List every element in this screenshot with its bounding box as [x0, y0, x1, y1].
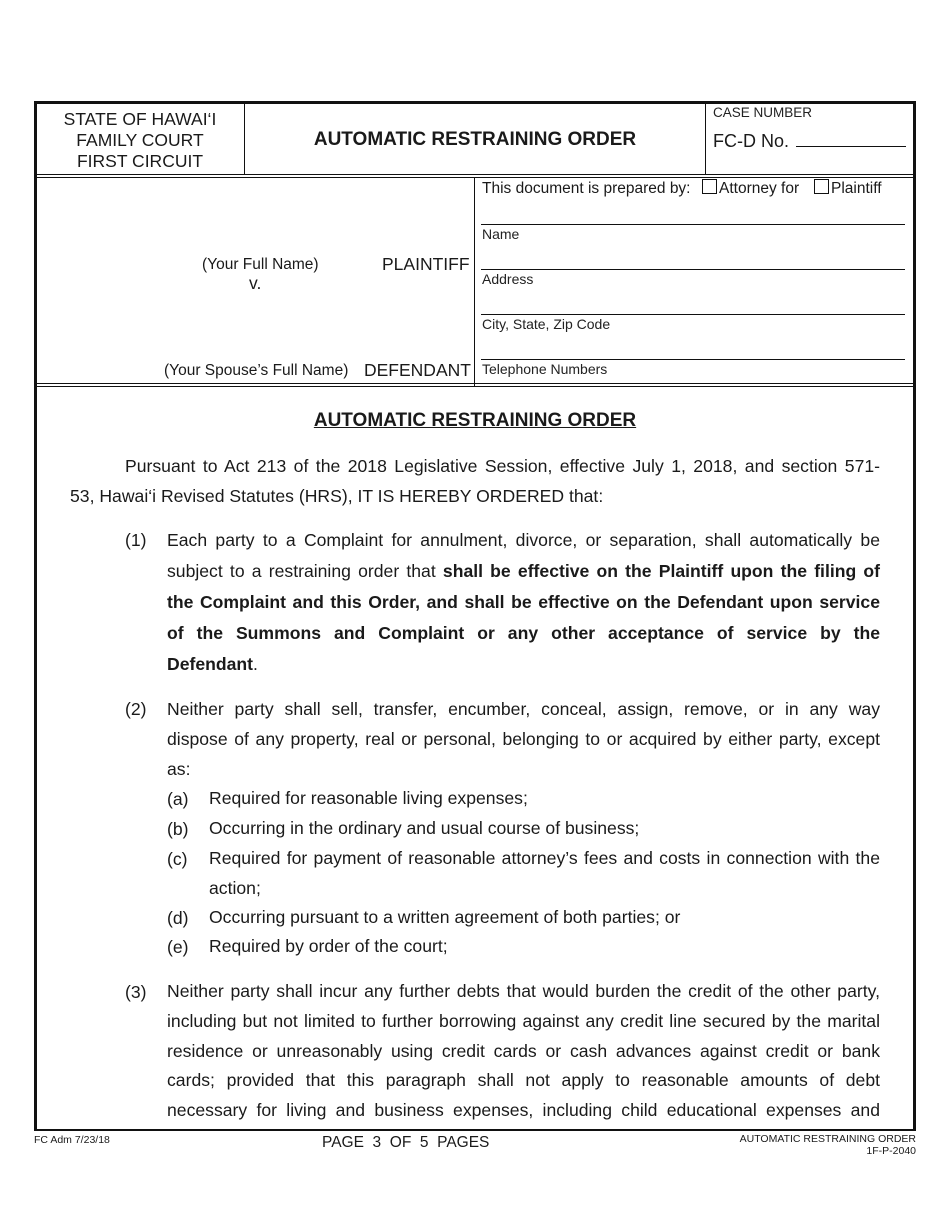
caption-divider [474, 177, 475, 386]
court-state: STATE OF HAWAI‘I [63, 109, 217, 129]
city-state-zip-input[interactable] [481, 314, 905, 315]
telephone-input[interactable] [481, 359, 905, 360]
plaintiff-checkbox[interactable] [814, 179, 829, 194]
page-bottom-border [34, 1129, 916, 1131]
sub-item-c-text: Required for payment of reasonable attorney’s fees and costs in connection with the [209, 848, 880, 868]
city-state-zip-label: City, State, Zip Code [482, 316, 611, 332]
name-input[interactable] [481, 224, 905, 225]
plaintiff-option-label: Plaintiff [831, 180, 882, 197]
paragraph-2-number: (2) [125, 699, 147, 719]
defendant-label: DEFENDANT [364, 360, 471, 380]
paragraph-1-line-2-plain: subject to a restraining order that [167, 561, 443, 581]
paragraph-2-line-2: dispose of any property, real or personal, belonging to or acquired by either party, except [167, 729, 880, 749]
intro-line-2: 53, Hawai‘i Revised Statutes (HRS), IT IS HEREBY ORDERED that: [70, 486, 604, 506]
plaintiff-label: PLAINTIFF [382, 254, 470, 274]
intro-line-1: Pursuant to Act 213 of the 2018 Legislative Session, effective July 1, 2018, and section 571- [125, 456, 880, 476]
form-title: AUTOMATIC RESTRAINING ORDER [313, 129, 637, 150]
paragraph-3-line-2: including but not limited to further borrowing against any credit line secured by the marital [167, 1011, 880, 1031]
address-label: Address [482, 271, 534, 287]
paragraph-3-line-5: necessary for living and business expenses, including child educational expenses and [167, 1100, 880, 1120]
header-bottom-double-1 [34, 174, 916, 175]
sub-item-c-label: (c) [167, 849, 188, 869]
name-label: Name [482, 226, 520, 242]
paragraph-1-line-1: Each party to a Complaint for annulment, divorce, or separation, shall automatically be [167, 530, 880, 550]
order-title: AUTOMATIC RESTRAINING ORDER [313, 410, 637, 431]
telephone-label: Telephone Numbers [482, 361, 608, 377]
paragraph-1-line-5-end: . [253, 654, 258, 674]
case-number-label: CASE NUMBER [713, 105, 813, 120]
paragraph-3-line-3: residence or unreasonably using credit cards or cash advances against credit or bank [167, 1041, 880, 1061]
sub-item-b-label: (b) [167, 819, 189, 839]
paragraph-1-line-5-bold: Defendant [167, 654, 254, 674]
sub-item-c-text-cont: action; [209, 878, 261, 898]
case-prefix: FC-D No. [713, 131, 789, 151]
caption-bottom-double-1 [34, 383, 916, 384]
paragraph-3-line-1: Neither party shall incur any further debts that would burden the credit of the other party, [167, 981, 880, 1001]
defendant-hint: (Your Spouse’s Full Name) [164, 362, 349, 379]
footer-page-label: PAGE 3 OF 5 PAGES [322, 1134, 490, 1151]
header-divider-2 [705, 103, 706, 175]
footer-doc-name: AUTOMATIC RESTRAINING ORDER [739, 1133, 916, 1145]
caption-bottom-double-2 [34, 386, 916, 387]
header-bottom-double-2 [34, 177, 916, 178]
case-number-input[interactable] [796, 146, 906, 147]
sub-item-a-text: Required for reasonable living expenses; [209, 788, 528, 808]
attorney-for-label: Attorney for [719, 180, 800, 197]
paragraph-1-number: (1) [125, 530, 147, 550]
paragraph-2-line-1: Neither party shall sell, transfer, encumber, conceal, assign, remove, or in any way [167, 699, 880, 719]
paragraph-3-line-4: cards; provided that this paragraph shall not apply to reasonable amounts of debt [167, 1070, 880, 1090]
header-top-border [34, 101, 916, 104]
address-input[interactable] [481, 269, 905, 270]
sub-item-d-label: (d) [167, 908, 189, 928]
versus: v. [249, 273, 262, 293]
plaintiff-hint: (Your Full Name) [202, 256, 319, 273]
paragraph-1-line-5 [167, 649, 258, 680]
paragraph-1-line-2-bold: shall be effective on the Plaintiff upon the filing of [442, 561, 881, 581]
paragraph-1-line-2 [167, 556, 880, 587]
court-name: FAMILY COURT [76, 130, 204, 150]
sub-item-e-text: Required by order of the court; [209, 936, 448, 956]
footer-form-id: FC Adm 7/23/18 [34, 1134, 110, 1146]
sub-item-e-label: (e) [167, 937, 189, 957]
attorney-for-checkbox[interactable] [702, 179, 717, 194]
sub-item-b-text: Occurring in the ordinary and usual course of business; [209, 818, 640, 838]
paragraph-1-line-4: of the Summons and Complaint or any other acceptance of service by the [167, 623, 880, 643]
footer-form-code: 1F-P-2040 [866, 1145, 916, 1157]
paragraph-3-number: (3) [125, 982, 147, 1002]
paragraph-1-line-3: the Complaint and this Order, and shall be effective on the Defendant upon service [167, 592, 880, 612]
court-circuit: FIRST CIRCUIT [76, 151, 204, 171]
header-right-border [913, 101, 916, 1131]
paragraph-2-line-3: as: [167, 759, 191, 779]
sub-item-d-text: Occurring pursuant to a written agreement of both parties; or [209, 907, 681, 927]
header-left-border [34, 101, 37, 1131]
prepared-by-label: This document is prepared by: [482, 180, 691, 197]
sub-item-a-label: (a) [167, 789, 189, 809]
